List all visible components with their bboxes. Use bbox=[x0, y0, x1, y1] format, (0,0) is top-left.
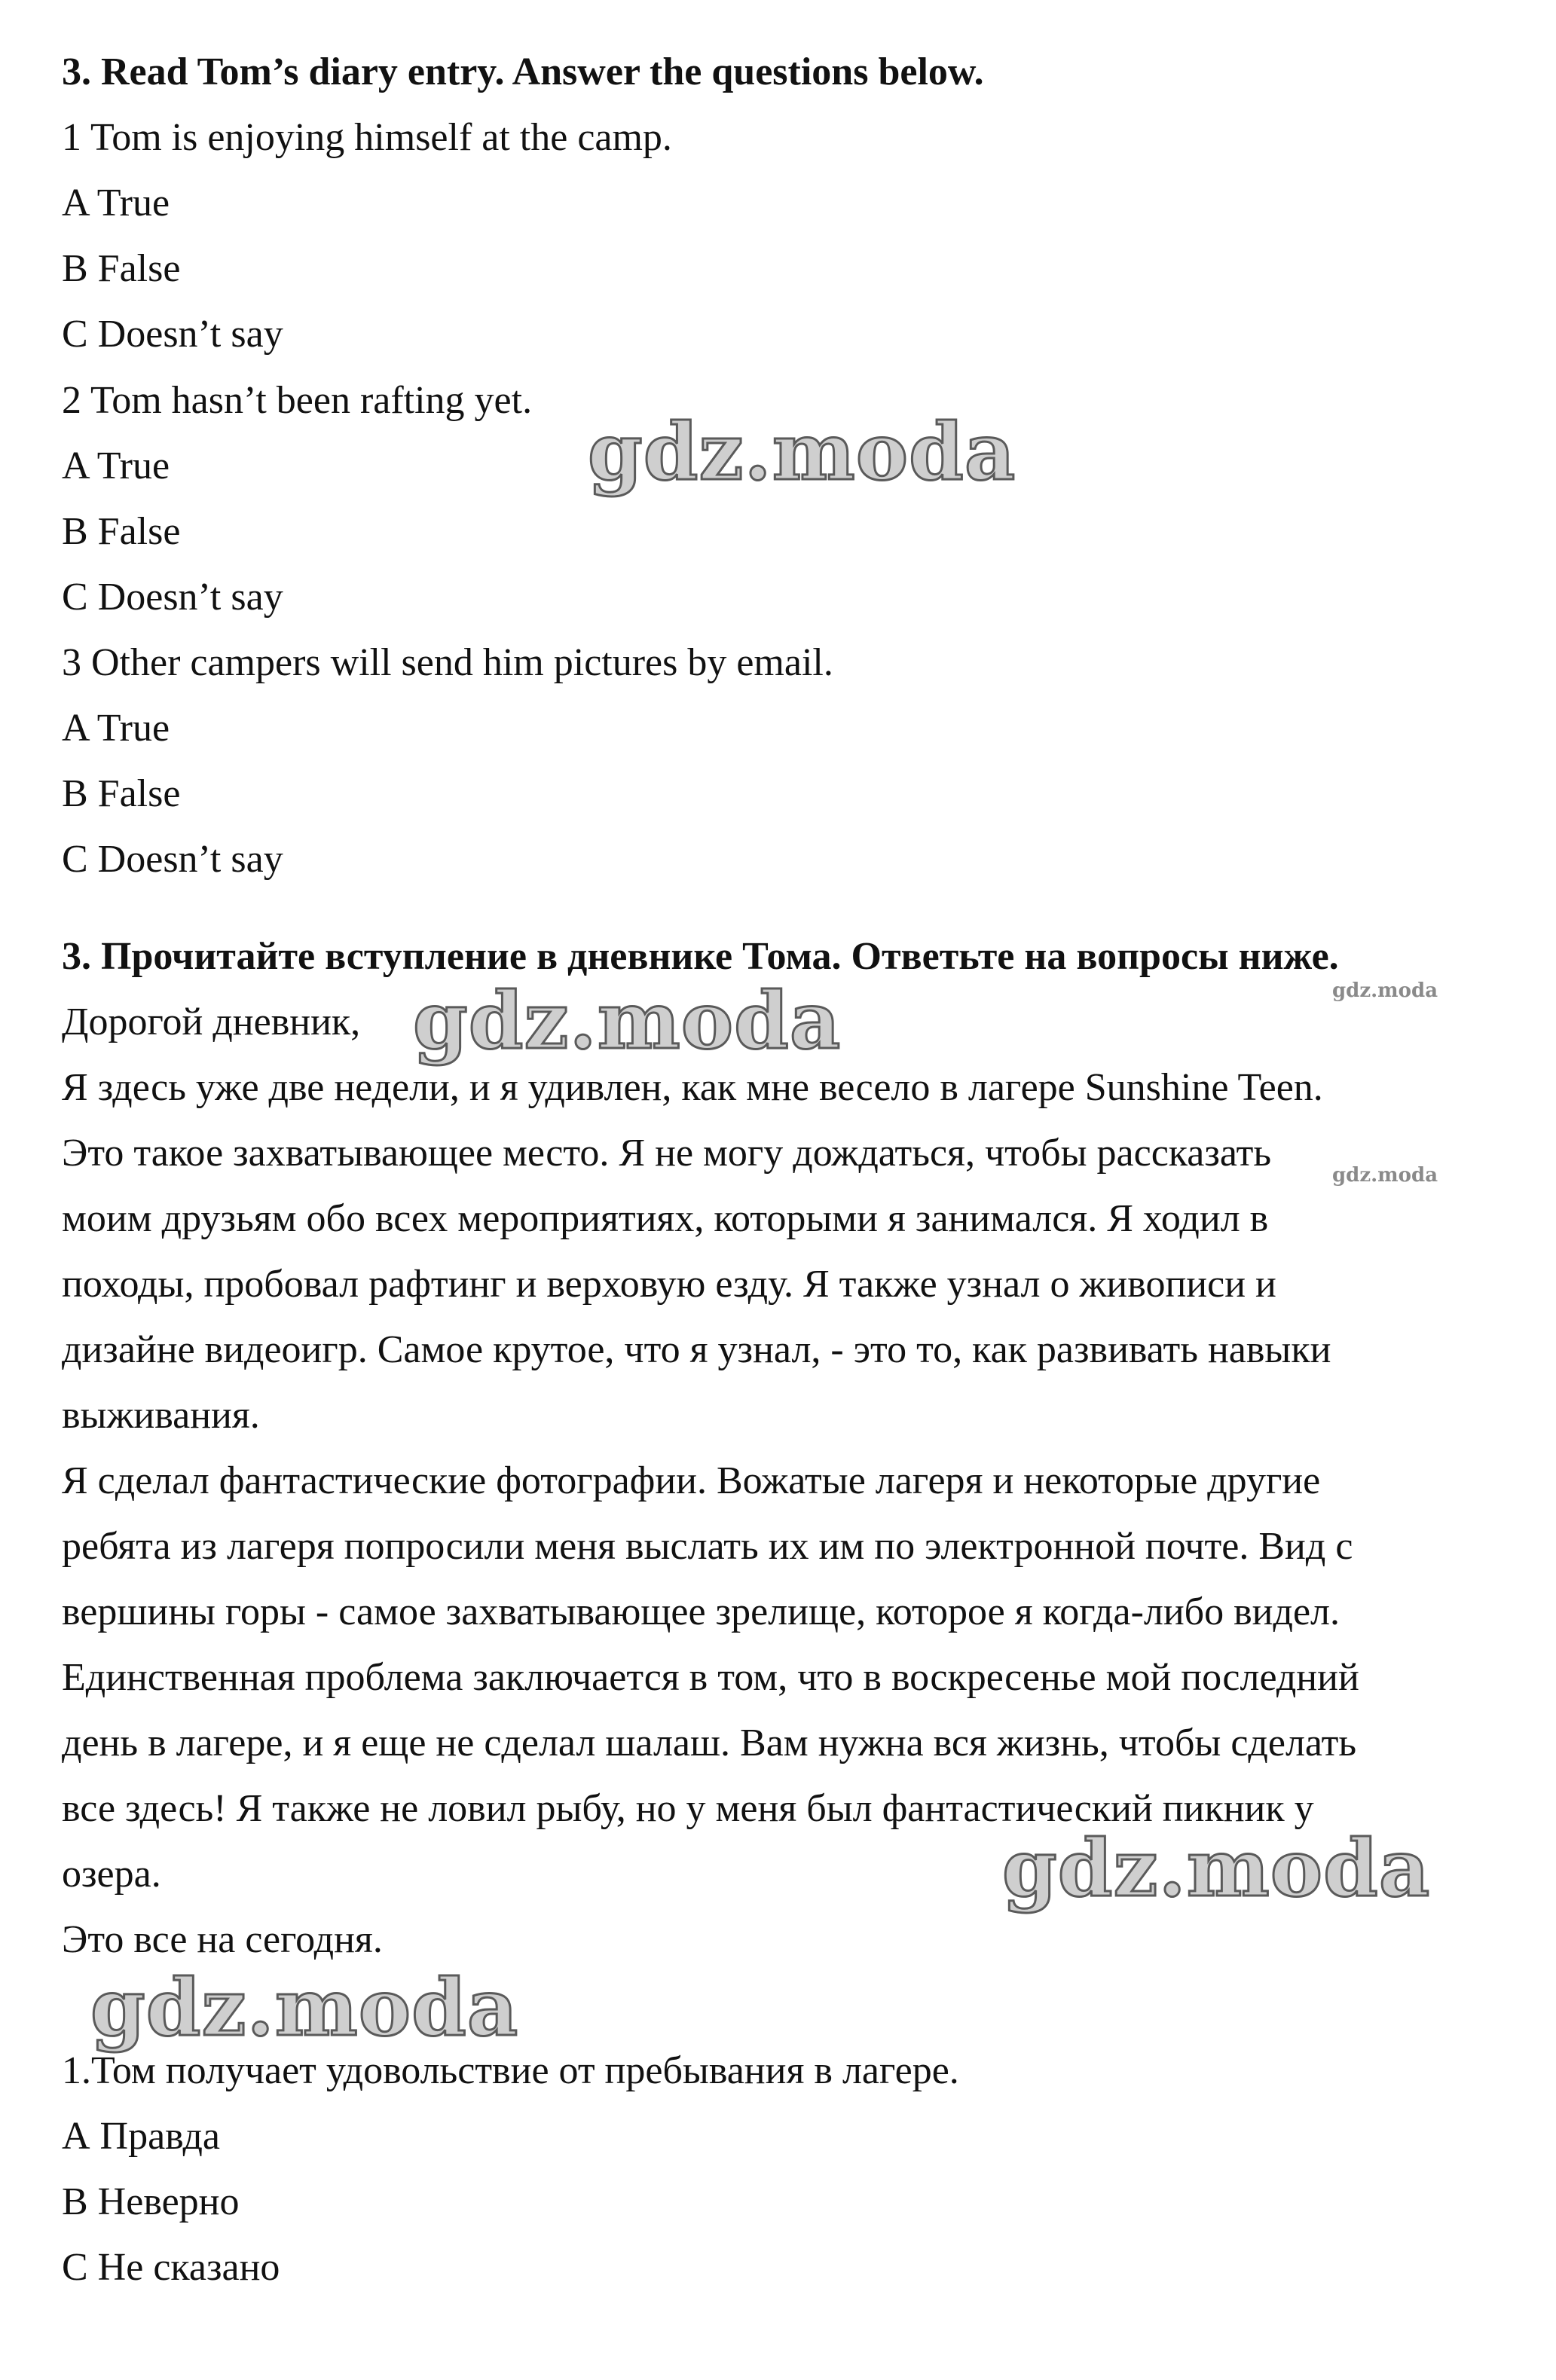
question-2-option-b: B False bbox=[62, 510, 181, 553]
watermark-small: gdz.moda bbox=[1332, 1164, 1438, 1187]
question-3-option-c: C Doesn’t say bbox=[62, 838, 283, 881]
watermark: gdz.moda bbox=[413, 974, 842, 1067]
diary-paragraph-1-line: походы, пробовал рафтинг и верховую езду. Я также узнал о живописи и bbox=[62, 1263, 1276, 1306]
question-2-option-c: C Doesn’t say bbox=[62, 576, 283, 619]
diary-paragraph-1-line: дизайне видеоигр. Самое крутое, что я узнал, - это то, как развивать навыки bbox=[62, 1328, 1331, 1371]
watermark: gdz.moda bbox=[1002, 1822, 1431, 1914]
question-1-text: 1 Tom is enjoying himself at the camp. bbox=[62, 116, 672, 159]
question-3-option-a: A True bbox=[62, 707, 170, 750]
watermark: gdz.moda bbox=[588, 405, 1016, 498]
question-3-option-b: B False bbox=[62, 772, 181, 815]
watermark: gdz.moda bbox=[90, 1961, 519, 2054]
russian-question-1-option-a: А Правда bbox=[62, 2115, 220, 2158]
russian-question-1-option-b: В Неверно bbox=[62, 2180, 240, 2223]
english-heading: 3. Read Tom’s diary entry. Answer the questions below. bbox=[62, 50, 984, 93]
diary-paragraph-2-line: озера. bbox=[62, 1853, 161, 1896]
question-3-text: 3 Other campers will send him pictures by email. bbox=[62, 641, 833, 684]
diary-closing: Это все на сегодня. bbox=[62, 1918, 383, 1961]
russian-heading: 3. Прочитайте вступление в дневнике Тома. Ответьте на вопросы ниже. bbox=[62, 935, 1339, 978]
question-1-option-b: B False bbox=[62, 247, 181, 290]
question-1-option-a: A True bbox=[62, 182, 170, 225]
diary-paragraph-1-line: моим друзьям обо всех мероприятиях, которыми я занимался. Я ходил в bbox=[62, 1197, 1269, 1240]
diary-paragraph-1-line: Я здесь уже две недели, и я удивлен, как мне весело в лагере Sunshine Teen. bbox=[62, 1066, 1323, 1109]
russian-question-1-option-c: С Не сказано bbox=[62, 2246, 280, 2289]
diary-paragraph-1-line: выживания. bbox=[62, 1394, 260, 1437]
question-1-option-c: C Doesn’t say bbox=[62, 313, 283, 356]
question-2-text: 2 Tom hasn’t been rafting yet. bbox=[62, 379, 533, 422]
diary-paragraph-2-line: вершины горы - самое захватывающее зрелище, которое я когда-либо видел. bbox=[62, 1590, 1340, 1633]
diary-paragraph-2-line: ребята из лагеря попросили меня выслать их им по электронной почте. Вид с bbox=[62, 1525, 1353, 1568]
diary-paragraph-2-line: Я сделал фантастические фотографии. Вожатые лагеря и некоторые другие bbox=[62, 1459, 1321, 1502]
diary-paragraph-2-line: день в лагере, и я еще не сделал шалаш. Вам нужна вся жизнь, чтобы сделать bbox=[62, 1722, 1357, 1764]
diary-paragraph-2-line: Единственная проблема заключается в том, что в воскресенье мой последний bbox=[62, 1656, 1359, 1699]
question-2-option-a: A True bbox=[62, 445, 170, 487]
diary-greeting: Дорогой дневник, bbox=[62, 1001, 361, 1043]
diary-paragraph-1-line: Это такое захватывающее место. Я не могу дождаться, чтобы рассказать bbox=[62, 1132, 1272, 1175]
watermark-small: gdz.moda bbox=[1332, 979, 1438, 1002]
diary-paragraph-2-line: все здесь! Я также не ловил рыбу, но у меня был фантастический пикник у bbox=[62, 1787, 1314, 1830]
russian-question-1-text: 1.Том получает удовольствие от пребывания в лагере. bbox=[62, 2049, 959, 2092]
